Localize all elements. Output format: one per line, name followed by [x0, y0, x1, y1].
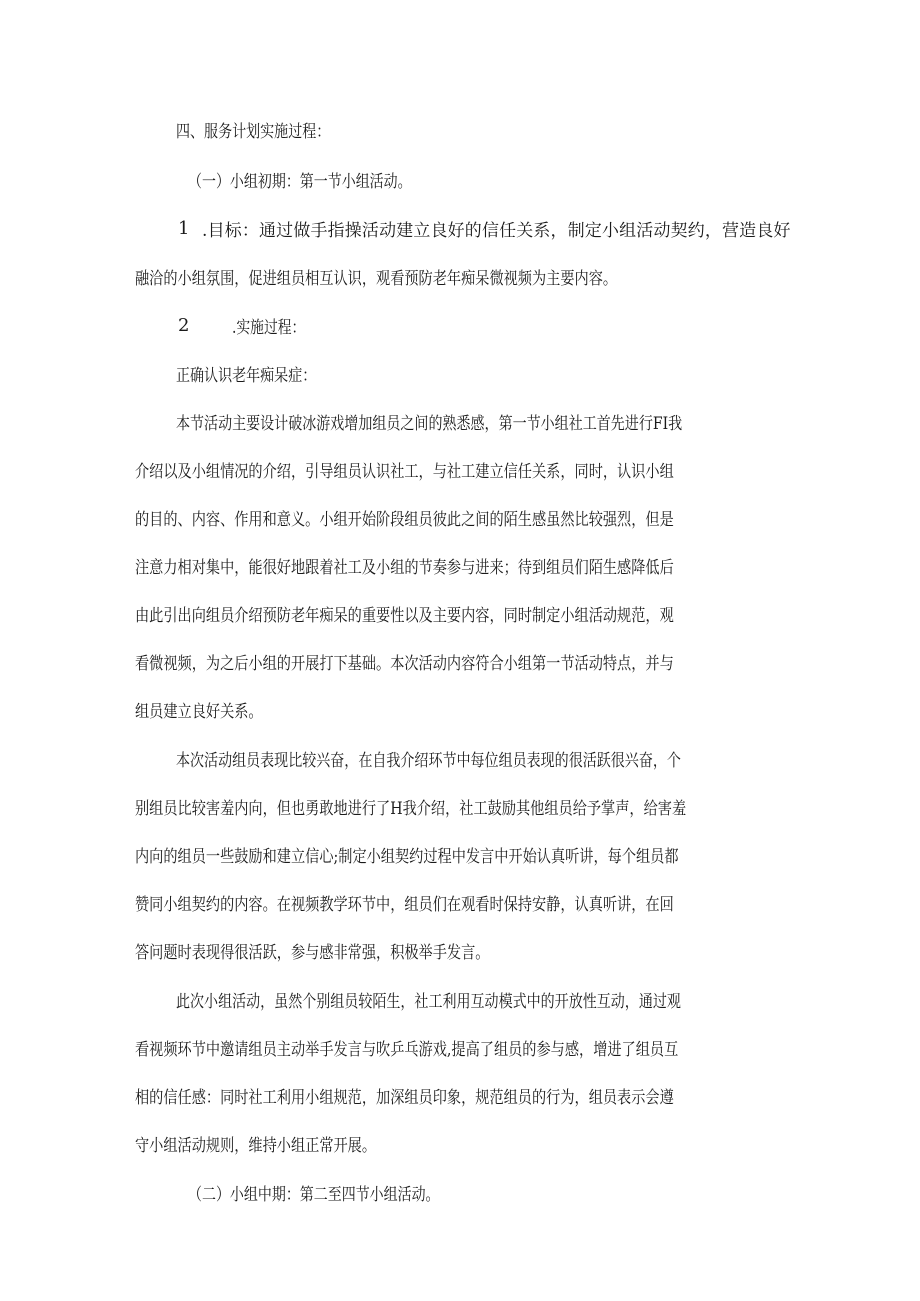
section-heading: 四、服务计划实施过程： — [176, 122, 331, 142]
para-2-line-5: 答问题时表现得很活跃，参与感非常强，积极举手发言。 — [135, 943, 490, 963]
sub-heading-initial-stage: （一）小组初期：第一节小组活动。 — [188, 172, 412, 192]
item-1-line-1: .目标：通过做手指操活动建立良好的信任关系，制定小组活动契约，营造良好 — [202, 221, 791, 241]
item-2-text: .实施过程： — [232, 318, 306, 338]
para-3-line-4: 守小组活动规则，维持小组正常开展。 — [135, 1136, 377, 1156]
para-2-line-1: 本次活动组员表现比较兴奋，在自我介绍环节中每位组员表现的很活跃很兴奋，个 — [176, 751, 681, 771]
para-1-line-3: 的目的、内容、作用和意义。小组开始阶段组员彼此之间的陌生感虽然比较强烈，但是 — [135, 510, 674, 530]
para-1-line-7: 组员建立良好关系。 — [135, 702, 263, 722]
para-1-line-5: 由此引出向组员介绍预防老年痴呆的重要性以及主要内容，同时制定小组活动规范，观 — [135, 606, 674, 626]
para-2-line-4: 赞同小组契约的内容。在视频教学环节中，组员们在观看时保持安静，认真听讲，在回 — [135, 895, 674, 915]
para-1-line-1: 本节活动主要设计破冰游戏增加组员之间的熟悉感，第一节小组社工首先进行FI我 — [176, 414, 683, 434]
para-3-line-3: 相的信任感：同时社工利用小组规范，加深组员印象，规范组员的行为，组员表示会遵 — [135, 1088, 674, 1108]
para-1-line-2: 介绍以及小组情况的介绍，引导组员认识社工，与社工建立信任关系，同时，认识小组 — [135, 462, 674, 482]
subtitle: 正确认识老年痴呆症： — [176, 366, 317, 386]
item-1-number: 1 — [178, 218, 190, 239]
sub-heading-middle-stage: （二）小组中期：第二至四节小组活动。 — [188, 1185, 440, 1205]
item-1-line-2: 融洽的小组氛围，促进组员相互认识，观看预防老年痴呆微视频为主要内容。 — [135, 269, 618, 289]
para-3-line-1: 此次小组活动，虽然个别组员较陌生，社工利用互动模式中的开放性互动，通过观 — [176, 992, 681, 1012]
para-3-line-2: 看视频环节中邀请组员主动举手发言与吹乒乓游戏,提高了组员的参与感，增进了组员互 — [135, 1040, 679, 1060]
para-1-line-6: 看微视频，为之后小组的开展打下基础。本次活动内容符合小组第一节活动特点，并与 — [135, 654, 674, 674]
para-1-line-4: 注意力相对集中，能很好地跟着社工及小组的节奏参与进来；待到组员们陌生感降低后 — [135, 558, 674, 578]
para-2-line-3: 内向的组员一些鼓励和建立信心;制定小组契约过程中发言中开始认真听讲，每个组员都 — [135, 847, 679, 867]
item-2-number: 2 — [178, 315, 190, 336]
para-2-line-2: 别组员比较害羞内向，但也勇敢地进行了H我介绍，社工鼓励其他组员给予掌声，给害羞 — [135, 799, 687, 819]
